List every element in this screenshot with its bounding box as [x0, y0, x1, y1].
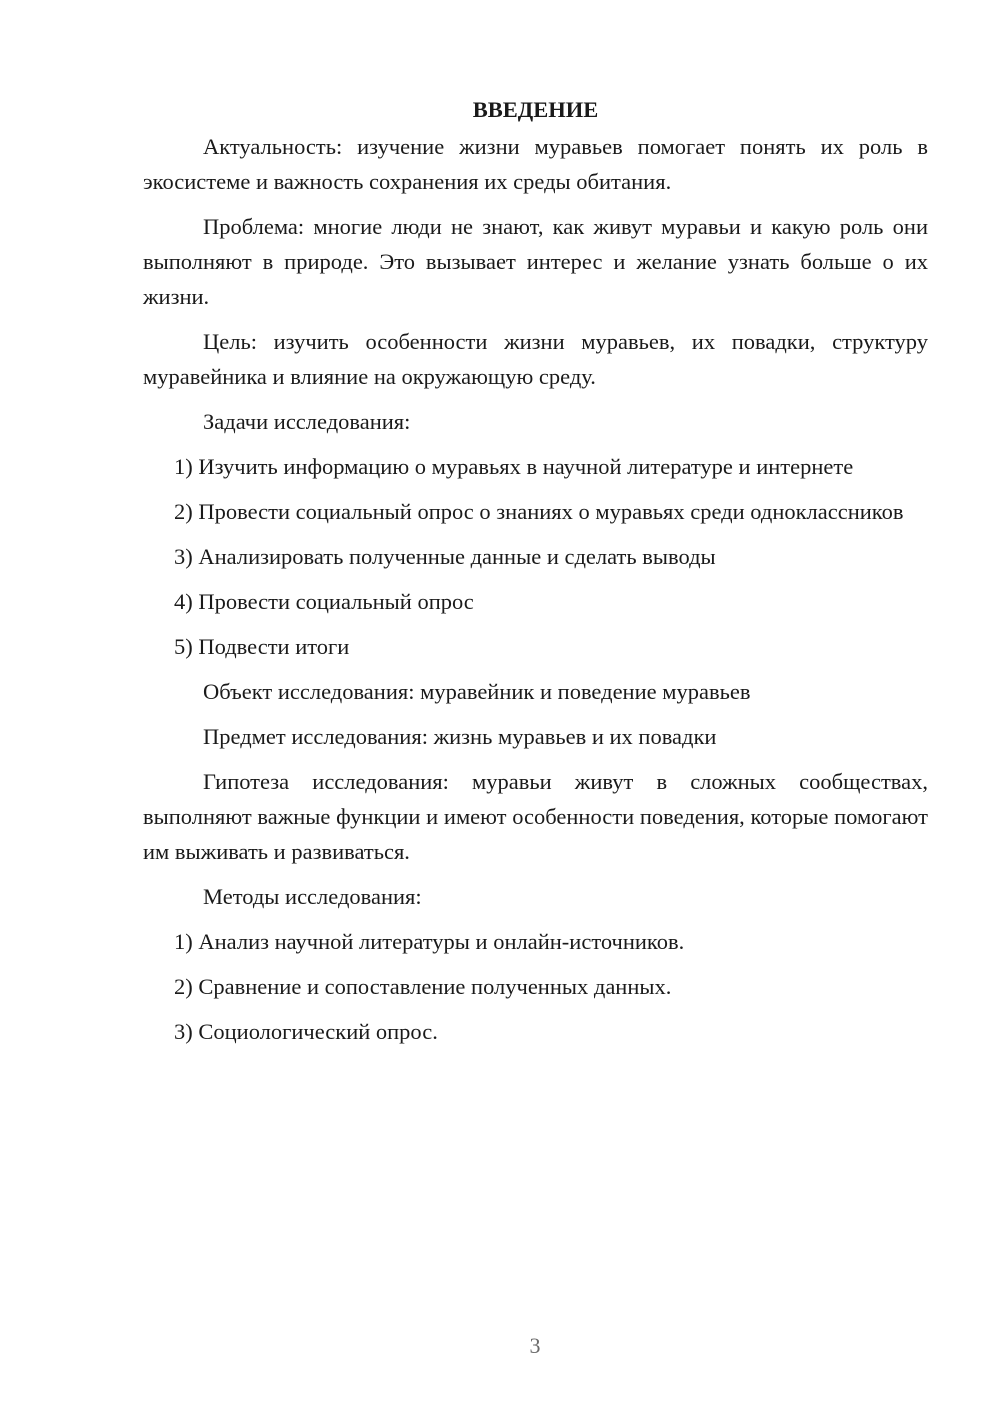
tasks-heading: Задачи исследования:	[203, 409, 411, 434]
methods-heading: Методы исследования:	[203, 884, 422, 909]
hypothesis-paragraph: Гипотеза исследования: муравьи живут в сложных сообществах, выполняют важные функции и имеют особенности поведения, которые помогают им выживать и развиваться.	[143, 769, 928, 864]
subject-paragraph: Предмет исследования: жизнь муравьев и их повадки	[203, 724, 717, 749]
method-item-3: 3) Социологический опрос.	[174, 1019, 438, 1044]
method-item-1: 1) Анализ научной литературы и онлайн-источников.	[174, 929, 685, 954]
task-item-4: 4) Провести социальный опрос	[174, 589, 474, 614]
relevance-paragraph: Актуальность: изучение жизни муравьев помогает понять их роль в экосистеме и важность сохранения их среды обитания.	[143, 134, 928, 194]
task-item-2: 2) Провести социальный опрос о знаниях о муравьях среди одноклассников	[174, 499, 904, 524]
method-item-2: 2) Сравнение и сопоставление полученных данных.	[174, 974, 672, 999]
problem-paragraph: Проблема: многие люди не знают, как живут муравьи и какую роль они выполняют в природе. Это вызывает интерес и желание узнать больше о их жизни.	[143, 214, 928, 309]
object-paragraph: Объект исследования: муравейник и поведение муравьев	[203, 679, 751, 704]
page-number: 3	[529, 1333, 541, 1358]
task-item-3: 3) Анализировать полученные данные и сделать выводы	[174, 544, 716, 569]
task-item-1: 1) Изучить информацию о муравьях в научной литературе и интернете	[174, 454, 854, 479]
section-title: ВВЕДЕНИЕ	[472, 97, 599, 122]
goal-paragraph: Цель: изучить особенности жизни муравьев, их повадки, структуру муравейника и влияние на окружающую среду.	[143, 329, 928, 389]
page-content	[143, 92, 928, 1059]
task-item-5: 5) Подвести итоги	[174, 634, 350, 659]
